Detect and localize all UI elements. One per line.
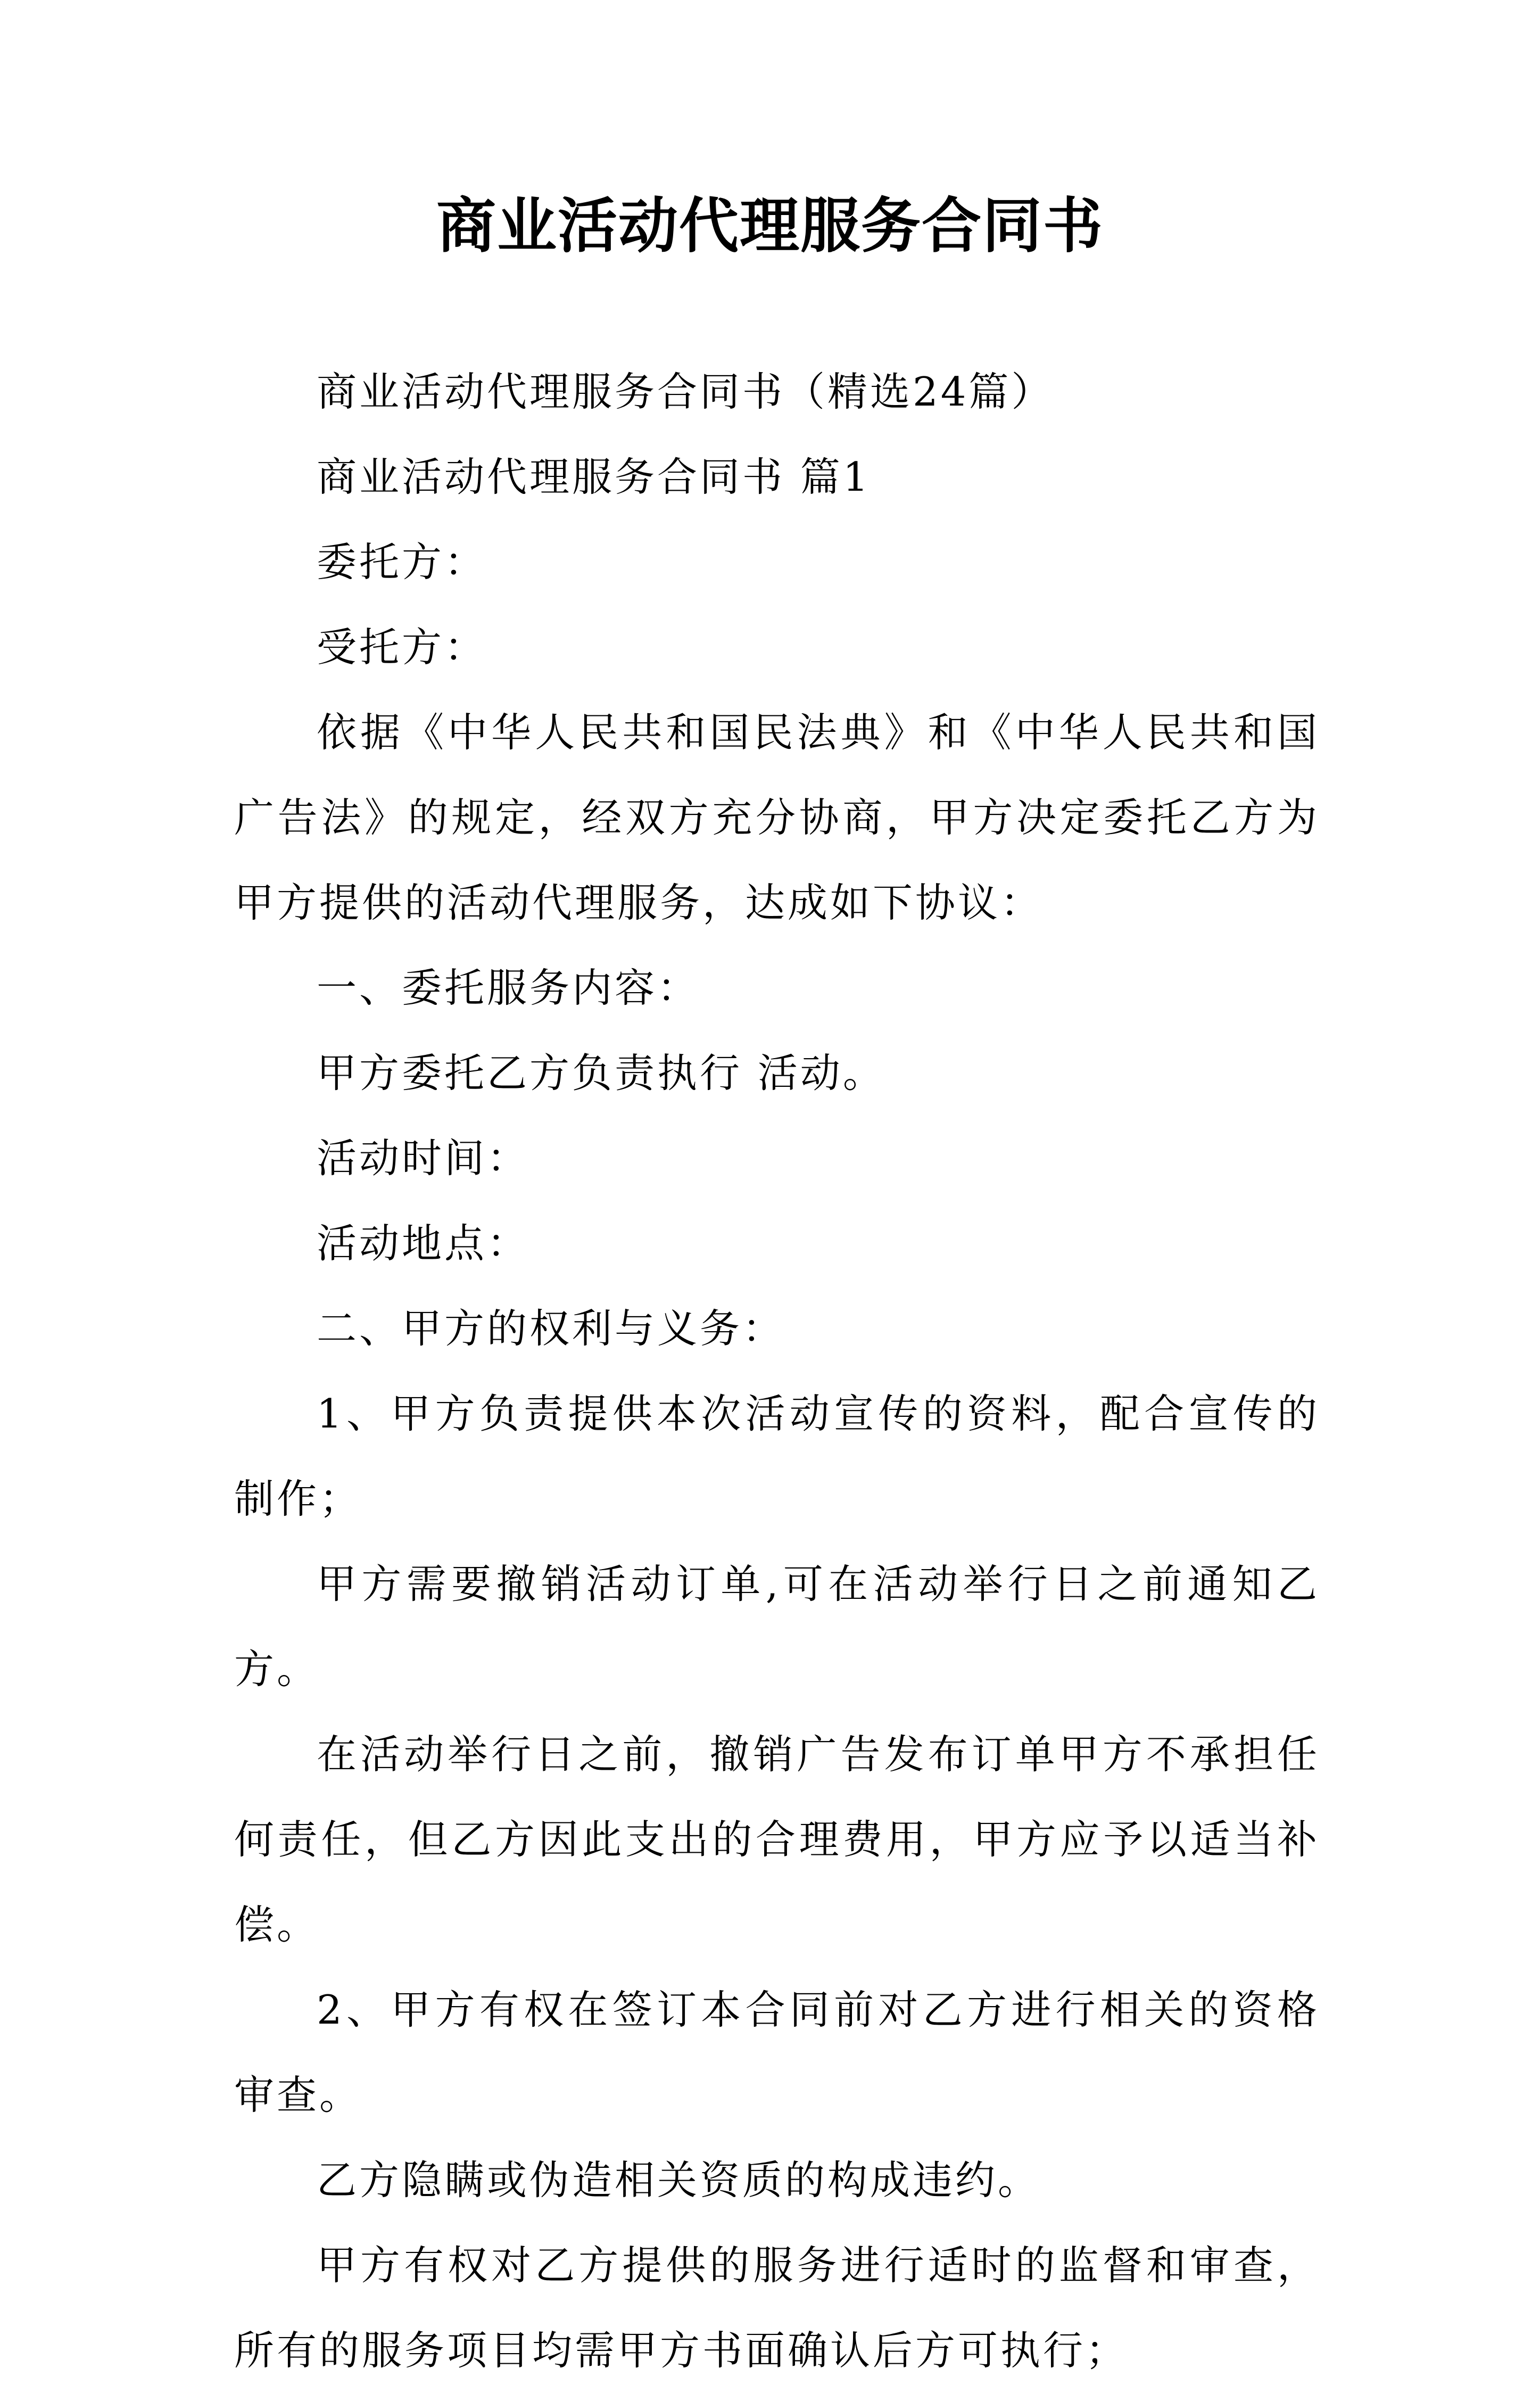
paragraph-event-time: 活动时间：	[317, 1135, 530, 1182]
paragraph-clause-1-content: 甲方委托乙方负责执行 活动。	[317, 1050, 885, 1096]
paragraph-section-heading: 商业活动代理服务合同书 篇1	[317, 453, 871, 500]
paragraph-cancel-order: 甲方需要撤销活动订单,可在活动举行日之前通知乙方。	[234, 1561, 1320, 1693]
paragraph-supervision: 甲方有权对乙方提供的服务进行适时的监督和审查，所有的服务项目均需甲方书面确认后方可执行；	[234, 2242, 1320, 2374]
paragraph-breach: 乙方隐瞒或伪造相关资质的构成违约。	[317, 2157, 1041, 2204]
paragraph-cancel-liability: 在活动举行日之前，撤销广告发布订单甲方不承担任何责任，但乙方因此支出的合理费用，甲方应予以适当补偿。	[234, 1731, 1320, 1948]
paragraph-item-2: 2、甲方有权在签订本合同前对乙方进行相关的资格审查。	[234, 1986, 1320, 2118]
document-body	[234, 349, 1320, 2393]
paragraph-subtitle: 商业活动代理服务合同书（精选24篇）	[317, 368, 1054, 415]
document-title: 商业活动代理服务合同书	[436, 191, 1104, 261]
paragraph-item-1: 1、甲方负责提供本次活动宣传的资料，配合宣传的制作；	[234, 1390, 1320, 1522]
paragraph-event-location: 活动地点：	[317, 1220, 530, 1267]
paragraph-agent: 受托方：	[317, 624, 487, 671]
paragraph-clause-1-heading: 一、委托服务内容：	[317, 964, 700, 1011]
paragraph-client: 委托方：	[317, 539, 487, 585]
paragraph-preamble: 依据《中华人民共和国民法典》和《中华人民共和国广告法》的规定，经双方充分协商，甲方决定委托乙方为甲方提供的活动代理服务，达成如下协议：	[234, 709, 1320, 926]
paragraph-clause-2-heading: 二、甲方的权利与义务：	[317, 1305, 785, 1352]
